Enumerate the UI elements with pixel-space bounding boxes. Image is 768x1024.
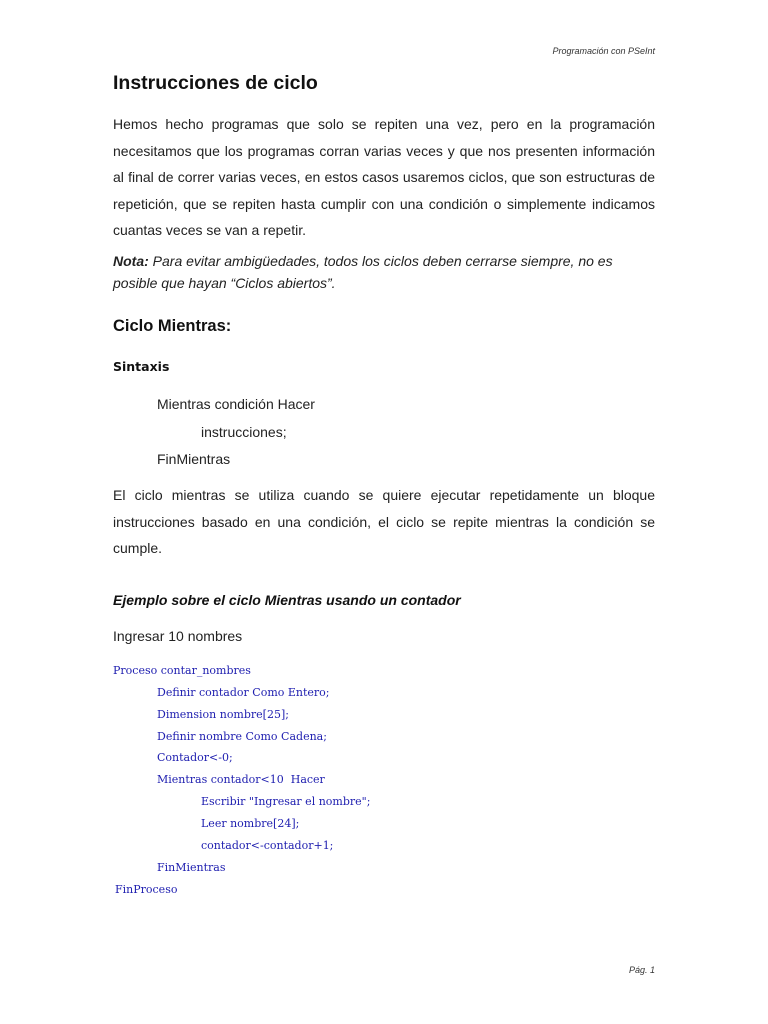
syntax-line: Mientras condición Hacer xyxy=(157,396,315,412)
code-line: Escribir "Ingresar el nombre"; xyxy=(201,795,371,808)
example-title: Ejemplo sobre el ciclo Mientras usando un contador xyxy=(113,592,461,608)
syntax-heading: Sintaxis xyxy=(113,359,170,374)
code-line: contador<-contador+1; xyxy=(201,839,334,852)
code-line: Definir contador Como Entero; xyxy=(157,686,330,699)
code-line: Mientras contador<10 Hacer xyxy=(157,773,325,786)
code-line: FinMientras xyxy=(157,861,226,874)
note-text: Para evitar ambigüedades, todos los ciclos deben cerrarse siempre, no es posible que hayan “Ciclos abiertos”. xyxy=(113,253,613,291)
page-title: Instrucciones de ciclo xyxy=(113,72,318,94)
section-heading: Ciclo Mientras: xyxy=(113,317,232,335)
intro-paragraph: Hemos hecho programas que solo se repiten una vez, pero en la programación necesitamos que los programas corran varias veces y que nos presenten información al final de correr varias veces, en estos casos usaremos ciclos, que son estructuras de repetición, que se repiten hasta cumplir con una condición o simplemente indicamos cuantas veces se van a repetir. xyxy=(113,116,655,239)
code-line: Contador<-0; xyxy=(157,751,233,764)
explanation-paragraph: El ciclo mientras se utiliza cuando se quiere ejecutar repetidamente un bloque instrucciones basado en una condición, el ciclo se repite mientras la condición se cumple. xyxy=(113,487,655,557)
code-line: Leer nombre[24]; xyxy=(201,817,300,830)
note-label: Nota: xyxy=(113,253,149,269)
code-line: Proceso contar_nombres xyxy=(113,664,251,677)
syntax-line: FinMientras xyxy=(157,451,231,467)
running-header: Programación con PSeInt xyxy=(552,46,655,56)
code-line: FinProceso xyxy=(115,883,178,896)
page-number: Pág. 1 xyxy=(628,965,655,975)
code-line: Dimension nombre[25]; xyxy=(157,708,289,721)
syntax-line: instrucciones; xyxy=(201,424,287,440)
example-intro: Ingresar 10 nombres xyxy=(113,628,243,644)
note-paragraph xyxy=(113,250,658,294)
code-line: Definir nombre Como Cadena; xyxy=(157,730,327,743)
